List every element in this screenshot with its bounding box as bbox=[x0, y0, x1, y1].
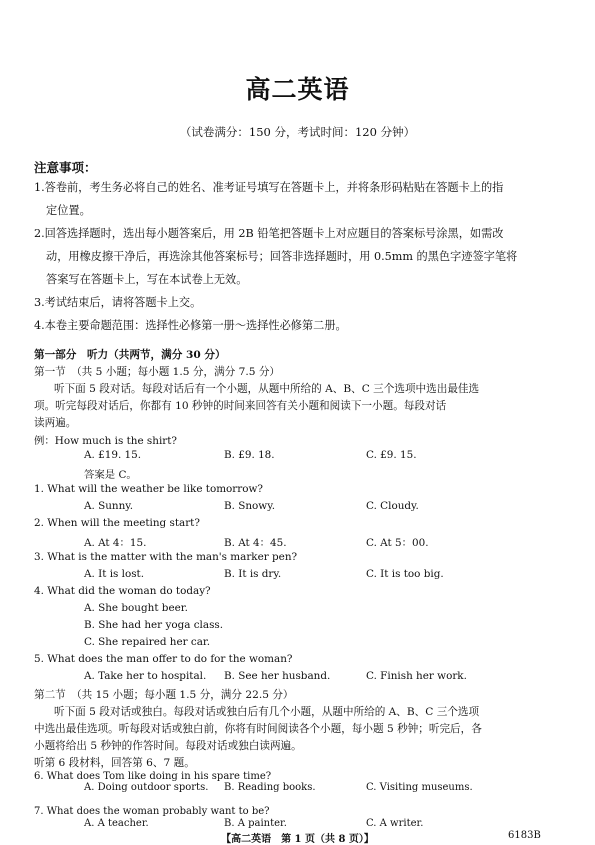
note-text: 动，用橡皮擦干净后，再选涂其他答案标号；回答非选择题时，用 0.5mm 的黑色字迹签字笔将 bbox=[46, 250, 518, 263]
material-note: 听第 6 段材料，回答第 6、7 题。 bbox=[34, 757, 195, 769]
section2-heading: 第二节 （共 15 小题；每小题 1.5 分，满分 22.5 分） bbox=[34, 689, 294, 701]
example-option-a: A. £19. 15. bbox=[84, 449, 142, 461]
example-option-c: C. £9. 15. bbox=[366, 449, 417, 461]
q3-option-b: B. It is dry. bbox=[224, 568, 282, 580]
q1-option-c: C. Cloudy. bbox=[366, 500, 419, 512]
note-line: 2.回答选择题时，选出每小题答案后，用 2B 铅笔把答题卡上对应题目的答案标号涂黑，如需改 bbox=[34, 227, 504, 240]
q7-option-a: A. A teacher. bbox=[84, 818, 149, 829]
q5-option-a: A. Take her to hospital. bbox=[84, 670, 207, 682]
exam-info: （试卷满分：150 分，考试时间：120 分钟） bbox=[179, 125, 416, 139]
question-4: 4. What did the woman do today? bbox=[34, 585, 211, 597]
question-5: 5. What does the man offer to do for the woman? bbox=[34, 653, 293, 665]
example-question: 例：How much is the shirt? bbox=[34, 435, 177, 447]
q3-option-c: C. It is too big. bbox=[366, 568, 444, 580]
q4-option-c: C. She repaired her car. bbox=[84, 636, 211, 648]
section2-instructions: 小题将给出 5 秒钟的作答时间。每段对话或独白读两遍。 bbox=[34, 740, 302, 752]
example-answer: 答案是 C。 bbox=[84, 469, 137, 481]
section2-instructions: 中选出最佳选项。听每段对话或独白前，你将有时间阅读各个小题，每小题 5 秒钟；听完后，各 bbox=[34, 723, 482, 735]
note-line: 1.答卷前，考生务必将自己的姓名、准考证号填写在答题卡上，并将条形码粘贴在答题卡上的指 bbox=[34, 181, 504, 194]
question-2: 2. When will the meeting start? bbox=[34, 517, 200, 529]
q7-option-b: B. A painter. bbox=[224, 818, 287, 829]
q6-option-b: B. Reading books. bbox=[224, 782, 316, 793]
notes-heading: 注意事项： bbox=[34, 160, 97, 175]
q4-option-a: A. She bought beer. bbox=[84, 602, 188, 614]
note-text: 定位置。 bbox=[46, 204, 91, 217]
note-text: 答案写在答题卡上，写在本试卷上无效。 bbox=[46, 273, 248, 286]
q6-option-a: A. Doing outdoor sports. bbox=[84, 782, 209, 793]
section1-instructions: 听下面 5 段对话。每段对话后有一个小题，从题中所给的 A、B、C 三个选项中选出最佳选 bbox=[54, 383, 480, 395]
section1-heading: 第一节 （共 5 小题；每小题 1.5 分，满分 7.5 分） bbox=[34, 366, 281, 378]
example-option-b: B. £9. 18. bbox=[224, 449, 275, 461]
q2-option-c: C. At 5：00. bbox=[366, 537, 429, 549]
note-line bbox=[34, 199, 91, 222]
paper-code: 6183B bbox=[508, 830, 541, 841]
section2-instructions: 听下面 5 段对话或独白。每段对话或独白后有几个小题，从题中所给的 A、B、C 三个选项 bbox=[54, 706, 480, 718]
q5-option-c: C. Finish her work. bbox=[366, 670, 467, 682]
page-title: 高二英语 bbox=[245, 75, 350, 104]
note-line: 4.本卷主要命题范围：选择性必修第一册～选择性必修第二册。 bbox=[34, 319, 347, 332]
q5-option-b: B. See her husband. bbox=[224, 670, 331, 682]
q7-option-c: C. A writer. bbox=[366, 818, 424, 829]
section1-instructions: 项。听完每段对话后，你都有 10 秒钟的时间来回答有关小题和阅读下一小题。每段对话 bbox=[34, 400, 447, 412]
note-line: 3.考试结束后，请将答题卡上交。 bbox=[34, 296, 202, 309]
question-6: 6. What does Tom like doing in his spare time? bbox=[34, 771, 272, 782]
q3-option-a: A. It is lost. bbox=[84, 568, 145, 580]
q1-option-b: B. Snowy. bbox=[224, 500, 275, 512]
question-3: 3. What is the matter with the man's marker pen? bbox=[34, 551, 298, 563]
section1-instructions: 读两遍。 bbox=[34, 417, 77, 429]
note-line bbox=[34, 245, 517, 268]
q6-option-c: C. Visiting museums. bbox=[366, 782, 473, 793]
note-line bbox=[34, 268, 247, 291]
q2-option-b: B. At 4：45. bbox=[224, 537, 287, 549]
part1-heading: 第一部分 听力（共两节，满分 30 分） bbox=[34, 349, 226, 361]
question-1: 1. What will the weather be like tomorrow? bbox=[34, 483, 263, 495]
q2-option-a: A. At 4：15. bbox=[84, 537, 147, 549]
question-7: 7. What does the woman probably want to be? bbox=[34, 806, 270, 817]
page-footer: 【高二英语 第 1 页（共 8 页）】 bbox=[221, 834, 374, 845]
q4-option-b: B. She had her yoga class. bbox=[84, 619, 224, 631]
q1-option-a: A. Sunny. bbox=[84, 500, 134, 512]
